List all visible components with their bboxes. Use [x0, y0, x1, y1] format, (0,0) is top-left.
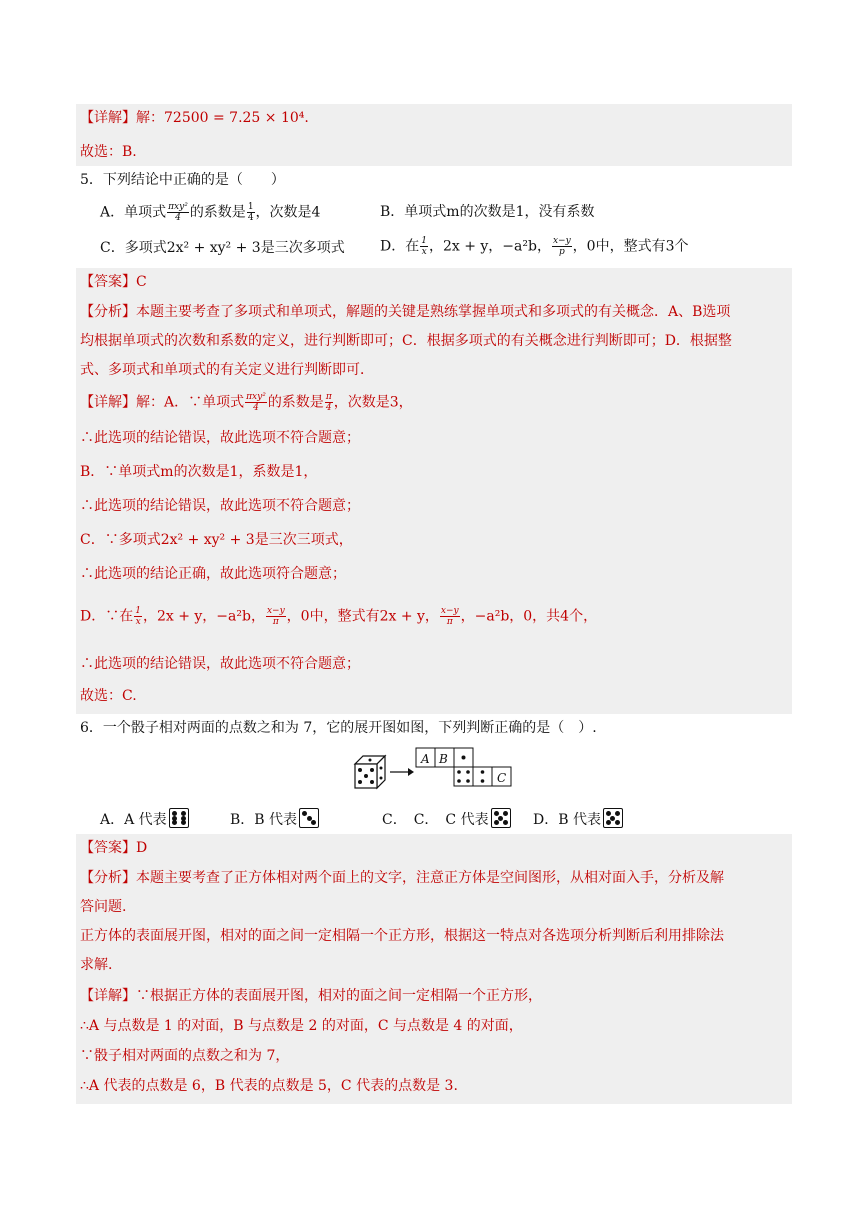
fraction: $\frac{x-y}{\pi}$ — [440, 606, 459, 627]
q6-detail-line-3: ∵骰子相对两面的点数之和为 7， — [80, 1048, 290, 1064]
q6-detail-line-4: ∴A 代表的点数是 6，B 代表的点数是 5，C 代表的点数是 3. — [80, 1078, 458, 1094]
fraction: $\frac{1}{x}$ — [135, 606, 141, 627]
fraction: $\frac{1}{4}$ — [247, 202, 254, 223]
cube-net — [416, 748, 511, 786]
q5-analysis-line-2: 均根据单项式的次数和系数的定义，进行判断即可；C．根据多项式的有关概念进行判断即可；D．根据整 — [80, 333, 732, 349]
q5-stem: 5．下列结论中正确的是（ ） — [80, 172, 285, 188]
q5-detail-c: C．∵多项式2x² + xy² + 3是三次三项式， — [80, 532, 353, 548]
q5-answer-line: 【答案】C — [80, 274, 147, 290]
q6-answer-line: 【答案】D — [80, 840, 148, 856]
die-five-icon — [491, 808, 511, 828]
net-label-c: C — [497, 771, 507, 785]
q6-detail-line-2: ∴A 与点数是 1 的对面，B 与点数是 2 的对面，C 与点数是 4 的对面， — [80, 1018, 523, 1034]
q5-detail-b: B．∵单项式m的次数是1，系数是1， — [80, 464, 318, 480]
answer-value: C — [136, 274, 147, 290]
q5-option-b: B．单项式m的次数是1，没有系数 — [380, 204, 595, 220]
q5-option-c: C．多项式2x² + xy² + 3是三次多项式 — [100, 240, 345, 256]
q6-analysis-line-3: 正方体的表面展开图，相对的面之间一定相隔一个正方形，根据这一特点对各选项分析判断后利用排除法 — [80, 928, 724, 944]
q5-option-d: D．在 $\frac{1}{x}$ ，2x + y，−a²b， $\frac{x-y}{p}$ ，0中，整式有3个 — [380, 236, 689, 257]
fraction: $\frac{x-y}{p}$ — [552, 236, 571, 257]
dice-net-figure — [350, 744, 520, 792]
q6-option-d: D．B 代表 — [533, 808, 623, 830]
q5-detail-d: D．∵在 $\frac{1}{x}$ ，2x + y，−a²b， $\frac{x-y}{\pi}$ ，0中，整式有2x + y， $\frac{x-y}{\pi}$ ，−a²b，0，共4个， — [80, 606, 598, 627]
q4-detail-line — [80, 108, 309, 128]
q5-detail-d-conclusion: ∴此选项的结论错误，故此选项不符合题意； — [80, 656, 360, 672]
q5-detail-a-conclusion: ∴此选项的结论错误，故此选项不符合题意； — [80, 430, 360, 446]
q5-analysis-line-1: 【分析】本题主要考查了多项式和单项式，解题的关键是熟练掌握单项式和多项式的有关概念．A、B选项 — [80, 304, 731, 320]
q6-option-a: A．A 代表 — [100, 808, 189, 830]
fraction: $\frac{\text{πxy²}}{4}$ — [168, 202, 188, 223]
q6-stem: 6．一个骰子相对两面的点数之和为 7，它的展开图如图，下列判断正确的是（ ）. — [80, 720, 597, 736]
q5-detail-b-conclusion: ∴此选项的结论错误，故此选项不符合题意； — [80, 498, 360, 514]
q6-option-c: C． C． C 代表 — [382, 808, 511, 830]
fraction: $\frac{x-y}{\pi}$ — [266, 606, 285, 627]
die-six-icon — [169, 808, 189, 828]
die-three-icon — [299, 808, 319, 828]
fraction: $\frac{\text{πxy²}}{4}$ — [246, 392, 266, 413]
detail-tag: 【详解】 — [80, 110, 136, 126]
q5-analysis-line-3: 式、多项式和单项式的有关定义进行判断即可． — [80, 362, 374, 378]
answer-value: D — [136, 840, 148, 856]
q5-option-a: A．单项式 $\frac{\text{πxy²}}{4}$ 的系数是 $\frac{1}{4}$ ，次数是4 — [100, 202, 321, 223]
arrow-icon — [390, 768, 414, 776]
detail-text: 解：72500 = 7.25 × 10⁴. — [136, 110, 309, 126]
q6-analysis-line-1: 【分析】本题主要考查了正方体相对两个面上的文字，注意正方体是空间图形，从相对面入手，分析及解 — [80, 870, 724, 886]
q5-detail-c-conclusion: ∴此选项的结论正确，故此选项符合题意； — [80, 566, 346, 582]
q4-choose-line: 故选：B. — [80, 144, 137, 160]
fraction: $\frac{\pi}{4}$ — [325, 392, 332, 413]
die-3d-icon — [355, 756, 385, 788]
q6-option-b: B．B 代表 — [230, 808, 319, 830]
q6-detail-line-1: 【详解】∵根据正方体的表面展开图，相对的面之间一定相隔一个正方形， — [80, 988, 542, 1004]
q6-analysis-line-2: 答问题. — [80, 899, 127, 915]
q6-analysis-line-4: 求解. — [80, 957, 113, 973]
net-label-b: B — [439, 752, 448, 766]
net-label-a: A — [421, 752, 430, 766]
fraction: $\frac{1}{x}$ — [421, 236, 427, 257]
q5-choose-line: 故选：C. — [80, 688, 137, 704]
die-five-icon — [603, 808, 623, 828]
q5-detail-a: 【详解】解：A．∵单项式 $\frac{\text{πxy²}}{4}$ 的系数是 $\frac{\pi}{4}$ ，次数是3， — [80, 392, 413, 413]
